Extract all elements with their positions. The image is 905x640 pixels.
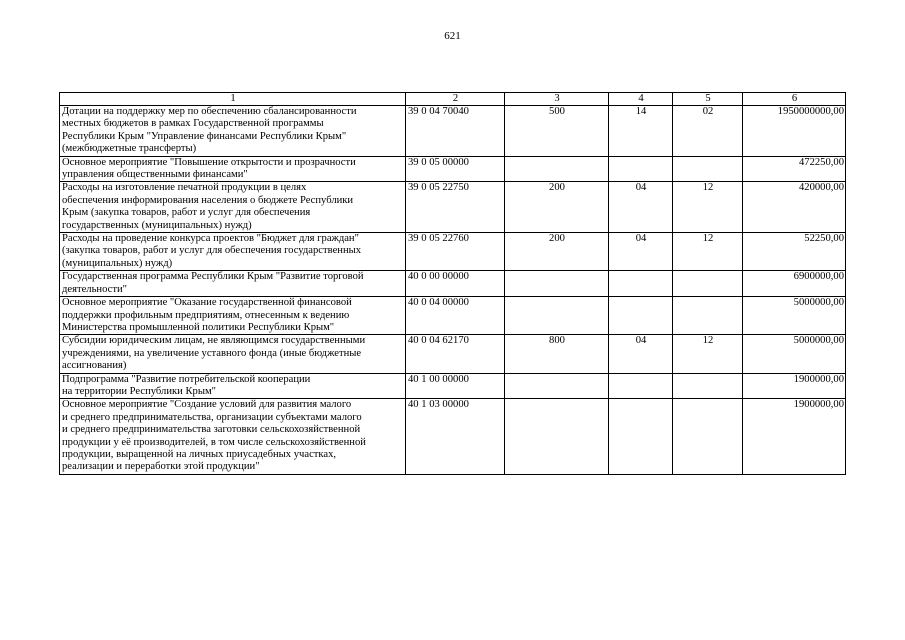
row-section: 14 bbox=[609, 106, 673, 157]
row-subsection bbox=[673, 399, 743, 475]
column-header: 5 bbox=[673, 93, 743, 106]
row-section bbox=[609, 399, 673, 475]
row-section bbox=[609, 297, 673, 335]
row-code: 40 0 04 62170 bbox=[406, 335, 505, 373]
row-expense-type: 800 bbox=[505, 335, 609, 373]
row-code: 40 1 00 00000 bbox=[406, 373, 505, 399]
row-code: 40 0 00 00000 bbox=[406, 271, 505, 297]
row-amount: 472250,00 bbox=[743, 156, 846, 182]
row-subsection: 02 bbox=[673, 106, 743, 157]
row-subsection: 12 bbox=[673, 233, 743, 271]
row-code: 39 0 05 00000 bbox=[406, 156, 505, 182]
row-subsection bbox=[673, 156, 743, 182]
column-header: 3 bbox=[505, 93, 609, 106]
row-name: Государственная программа Республики Крым "Развитие торговой деятельности" bbox=[60, 271, 406, 297]
row-subsection bbox=[673, 297, 743, 335]
row-section: 04 bbox=[609, 182, 673, 233]
row-expense-type: 200 bbox=[505, 233, 609, 271]
row-code: 39 0 04 70040 bbox=[406, 106, 505, 157]
column-header: 2 bbox=[406, 93, 505, 106]
row-subsection: 12 bbox=[673, 182, 743, 233]
row-section: 04 bbox=[609, 233, 673, 271]
row-amount: 52250,00 bbox=[743, 233, 846, 271]
row-subsection bbox=[673, 373, 743, 399]
column-header: 1 bbox=[60, 93, 406, 106]
row-expense-type bbox=[505, 156, 609, 182]
row-section bbox=[609, 156, 673, 182]
table-row bbox=[60, 156, 846, 182]
row-amount: 5000000,00 bbox=[743, 335, 846, 373]
row-name: Подпрограмма "Развитие потребительской кооперации на территории Республики Крым" bbox=[60, 373, 406, 399]
row-name: Основное мероприятие "Повышение открытости и прозрачности управления общественными финансами" bbox=[60, 156, 406, 182]
budget-table bbox=[59, 92, 846, 475]
row-subsection bbox=[673, 271, 743, 297]
row-name: Расходы на проведение конкурса проектов "Бюджет для граждан" (закупка товаров, работ и услуг для обеспечения государственных (муниципальных) нужд) bbox=[60, 233, 406, 271]
row-expense-type bbox=[505, 271, 609, 297]
table-row bbox=[60, 106, 846, 157]
table-row bbox=[60, 373, 846, 399]
row-section: 04 bbox=[609, 335, 673, 373]
row-name: Основное мероприятие "Оказание государственной финансовой поддержки профильным предприятиям, отнесенным к ведению Министерства промышленной политики Республики Крым" bbox=[60, 297, 406, 335]
row-section bbox=[609, 271, 673, 297]
row-expense-type: 200 bbox=[505, 182, 609, 233]
row-expense-type bbox=[505, 399, 609, 475]
table-row bbox=[60, 335, 846, 373]
row-code: 39 0 05 22760 bbox=[406, 233, 505, 271]
row-code: 40 0 04 00000 bbox=[406, 297, 505, 335]
table-row bbox=[60, 271, 846, 297]
table-row bbox=[60, 399, 846, 475]
row-amount: 1900000,00 bbox=[743, 399, 846, 475]
row-subsection: 12 bbox=[673, 335, 743, 373]
row-expense-type bbox=[505, 373, 609, 399]
row-amount: 420000,00 bbox=[743, 182, 846, 233]
row-name: Расходы на изготовление печатной продукции в целях обеспечения информирования населения о бюджете Республики Крым (закупка товаров, работ и услуг для обеспечения государственных (муниципальных) нужд) bbox=[60, 182, 406, 233]
table-row bbox=[60, 233, 846, 271]
table-header-row bbox=[60, 93, 846, 106]
row-expense-type bbox=[505, 297, 609, 335]
row-code: 39 0 05 22750 bbox=[406, 182, 505, 233]
table-row bbox=[60, 297, 846, 335]
row-amount: 1900000,00 bbox=[743, 373, 846, 399]
row-expense-type: 500 bbox=[505, 106, 609, 157]
row-amount: 6900000,00 bbox=[743, 271, 846, 297]
row-section bbox=[609, 373, 673, 399]
row-amount: 5000000,00 bbox=[743, 297, 846, 335]
row-code: 40 1 03 00000 bbox=[406, 399, 505, 475]
page-number: 621 bbox=[444, 30, 461, 42]
table-row bbox=[60, 182, 846, 233]
row-name: Дотации на поддержку мер по обеспечению сбалансированности местных бюджетов в рамках Государственной программы Республики Крым "Управление финансами Республики Крым" (межбюджетные трансферты) bbox=[60, 106, 406, 157]
row-name: Субсидии юридическим лицам, не являющимся государственными учреждениями, на увеличение уставного фонда (иные бюджетные ассигнования) bbox=[60, 335, 406, 373]
row-amount: 1950000000,00 bbox=[743, 106, 846, 157]
row-name: Основное мероприятие "Создание условий для развития малого и среднего предпринимательства, организации субъектами малого и среднего предпринимательства заготовки сельскохозяйственной продукции у её производителей, в том числе сельскохозяйственной продукции, выращенной на личных приусадебных участках, реализации и переработки этой продукции" bbox=[60, 399, 406, 475]
column-header: 6 bbox=[743, 93, 846, 106]
column-header: 4 bbox=[609, 93, 673, 106]
